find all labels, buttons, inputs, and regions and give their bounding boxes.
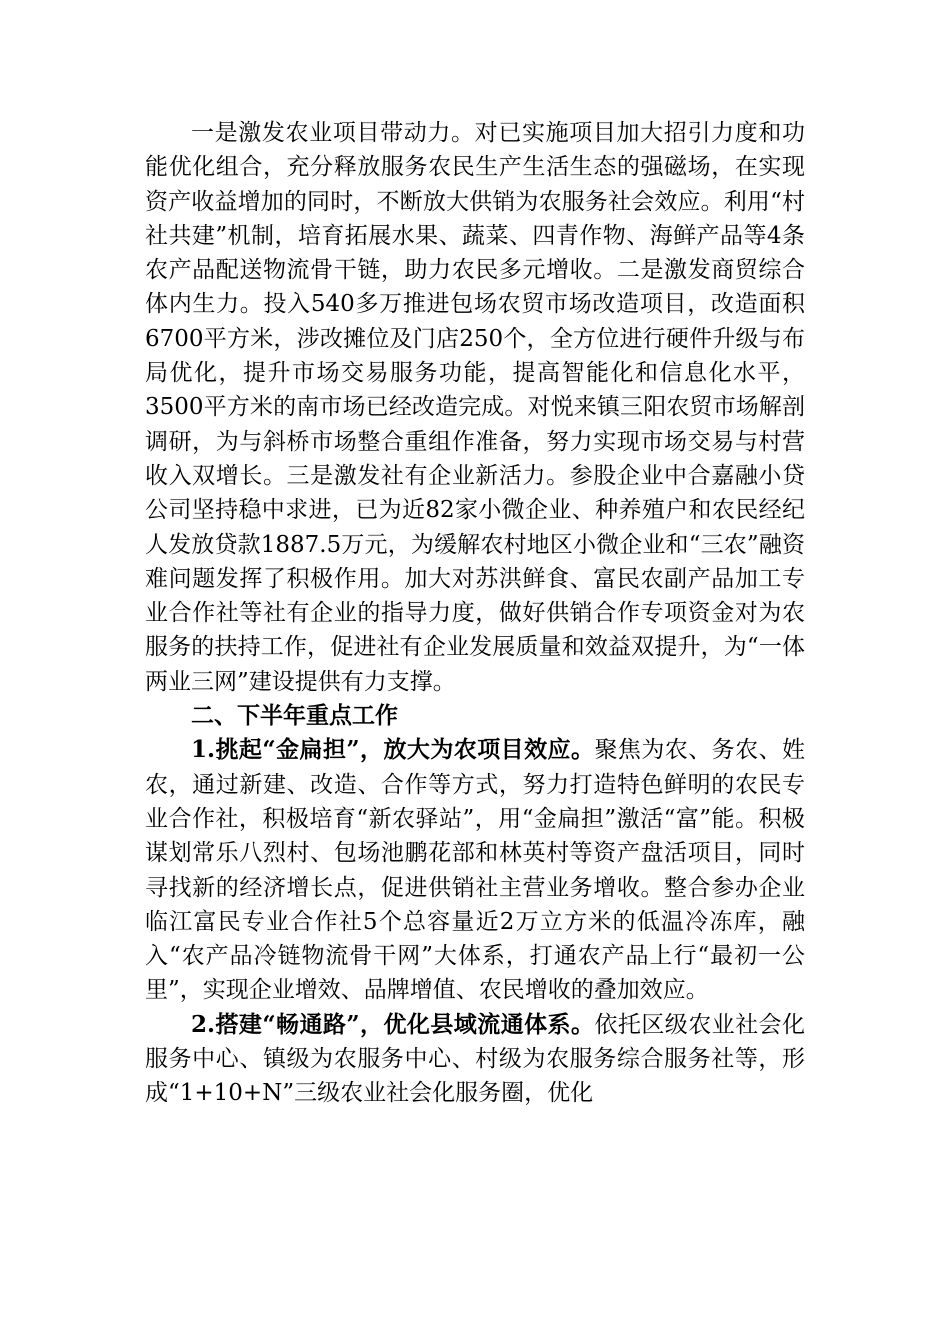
document-body	[145, 116, 805, 1111]
section-heading: 二、下半年重点工作	[191, 703, 398, 730]
paragraph-progress-summary: 一是激发农业项目带动力。对已实施项目加大招引力度和功能优化组合，充分释放服务农民生产生活生态的强磁场，在实现资产收益增加的同时，不断放大供销为农服务社会效应。利用“村社共建”机制，培育拓展水果、蔬菜、四青作物、海鲜产品等4条农产品配送物流骨干链，助力农民多元增收。二是激发商贸综合体内生力。投入540多万推进包场农贸市场改造项目，改造面积6700平方米，涉改摊位及门店250个，全方位进行硬件升级与布局优化，提升市场交易服务功能，提高智能化和信息化水平，3500平方米的南市场已经改造完成。对悦来镇三阳农贸市场解剖调研，为与斜桥市场整合重组作准备，努力实现市场交易与村营收入双增长。三是激发社有企业新活力。参股企业中合嘉融小贷公司坚持稳中求进，已为近82家小微企业、种养殖户和农民经纪人发放贷款1887.5万元，为缓解农村地区小微企业和“三农”融资难问题发挥了积极作用。加大对苏洪鲜食、富民农副产品加工专业合作社等社有企业的指导力度，做好供销合作专项资金对为农服务的扶持工作，促进社有企业发展质量和效益双提升，为“一体两业三网”建设提供有力支撑。	[145, 120, 805, 695]
item-2-title: 2.搭建“畅通路”，优化县域流通体系。	[191, 1010, 595, 1038]
item-1-title: 1.挑起“金扁担”，放大为农项目效应。	[191, 736, 595, 764]
item-2-body: 依托区级农业社会化服务中心、镇级为农服务中心、村级为农服务综合服务社等，形成“1+10+N”三级农业社会化服务圈，优化	[145, 1011, 805, 1107]
paragraph-item-2	[145, 1008, 805, 1111]
item-1-body: 聚焦为农、务农、姓农，通过新建、改造、合作等方式，努力打造特色鲜明的农民专业合作社，积极培育“新农驿站”，用“金扁担”激活“富”能。积极谋划常乐八烈村、包场池鹏花部和林英村等资产盘活项目，同时寻找新的经济增长点，促进供销社主营业务增收。整合参办企业临江富民专业合作社5个总容量近2万立方米的低温冷冻库，融入“农产品冷链物流骨干网”大体系，打通农产品上行“最初一公里”，实现企业增效、品牌增值、农民增收的叠加效应。	[145, 737, 805, 1004]
paragraph-item-1	[145, 733, 805, 1007]
